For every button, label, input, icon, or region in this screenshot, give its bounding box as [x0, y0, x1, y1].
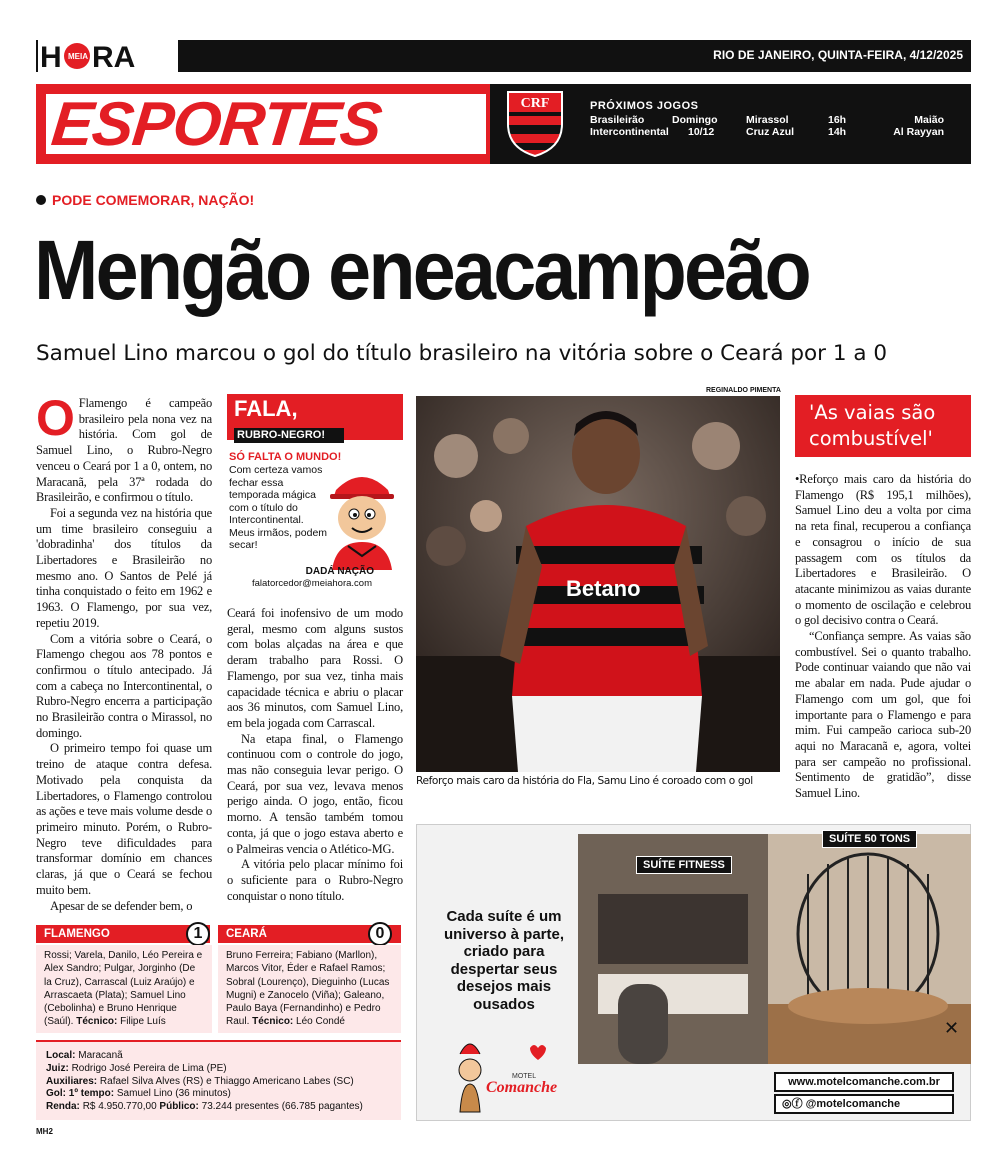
fala-quote: Com certeza vamos fechar essa temporada mágica com o título do Intercontinental. Meus irmãos, podem secar!	[229, 464, 328, 551]
close-icon[interactable]: ✕	[944, 1018, 960, 1039]
coach-label: Técnico:	[252, 1016, 294, 1028]
lineup-text: Rossi; Varela, Danilo, Léo Pereira e Alex Sandro; Pulgar, Jorginho (De la Cruz), Carrascal (Luiz Araújo) e Arrascaeta (Plata); Samuel Lino (Cebolinha) e Bruno Henrique (Saúl).	[44, 950, 203, 1028]
svg-text:H: H	[40, 41, 62, 71]
info-value: 73.244 presentes (66.785 pagantes)	[201, 1101, 363, 1113]
paragraph: Foi a segunda vez na história que um time brasileiro conseguiu a 'dobradinha' dos títulos da Libertadores e Brasileirão no mesmo ano. O Santos de Pelé já tinha conquistado o feito em 1962 e 1963. O Flamengo, por sua vez, repetiu 2019.	[36, 505, 212, 630]
fala-title: FALA,	[234, 396, 298, 421]
lineup-text: Bruno Ferreira; Fabiano (Marllon), Marcos Vitor, Éder e Rafael Ramos; Sobral (Lourenço), Dieguinho (Lucas Mugni) e Zanocelo (Viña); Galeano, Paulo Baya (Fernandinho) e Pedro Raul.	[226, 950, 390, 1028]
ad-tag-50-tons: SUÍTE 50 TONS	[822, 830, 917, 848]
game-competition: Intercontinental	[590, 126, 669, 138]
section-title: ESPORTES	[48, 90, 385, 159]
info-value: Rodrigo José Pereira de Lima (PE)	[71, 1062, 227, 1074]
info-label: Juiz:	[46, 1062, 69, 1074]
article-subhead: Samuel Lino marcou o gol do título brasileiro na vitória sobre o Ceará por 1 a 0	[36, 341, 888, 366]
home-team-header: FLAMENGO	[36, 925, 210, 943]
game-opponent: Mirassol	[746, 114, 789, 126]
paragraph: O primeiro tempo foi quase um treino de ataque contra defesa. Motivado pela conquista da Libertadores, o Flamengo controlou as ações e teve mais volume desde o primeiro minuto. Porém, o Rubro-Negro teve dificuldades para transformar domínio em chances claras, já que o Ceará se fechou muito bem.	[36, 741, 212, 897]
fala-email[interactable]: falatorcedor@meiahora.com	[251, 578, 372, 589]
brand-small: MOTEL	[512, 1073, 537, 1080]
svg-text:MEIA: MEIA	[68, 52, 88, 61]
article-kicker	[36, 192, 254, 208]
paragraph: “Confiança sempre. As vaias são combustível. Sei o quanto trabalho. Pode continuar vaiando que não vai me abalar em nada. Pude ajudar o Flamengo com um gol, que foi importante para o Flamengo e para mim. Fui campeão carioca sub-20 aqui no Maracanã e, agora, voltei para ser campeão no profissional. Sentimento de gratidão”, disse Samuel Lino.	[795, 629, 971, 801]
player-photo	[416, 396, 780, 772]
article-headline: Mengão eneacampeão	[34, 223, 809, 317]
match-info	[36, 1040, 401, 1120]
game-competition: Brasileirão	[590, 114, 645, 126]
game-date: Domingo	[672, 114, 718, 126]
game-opponent: Cruz Azul	[746, 126, 795, 138]
info-row	[46, 1101, 391, 1114]
info-label: Auxiliares:	[46, 1075, 98, 1087]
away-lineup	[218, 945, 401, 1033]
ad-url[interactable]: www.motelcomanche.com.br	[774, 1072, 954, 1092]
logo-mark	[40, 41, 176, 71]
paragraph: Flamengo é campeão brasileiro pela nona vez na história. Com gol de Samuel Lino, o Rubro-Negro venceu o Ceará por 1 a 0, ontem, no Maracanã, pela 37ª rodada do Brasileirão, e confirmou o título.	[36, 396, 212, 505]
info-label: Renda:	[46, 1101, 80, 1113]
game-time: 14h	[828, 126, 847, 138]
sidebar-column	[795, 472, 971, 802]
bullet-icon	[36, 195, 46, 205]
info-value: Maracanã	[78, 1050, 123, 1061]
info-label: Público:	[159, 1101, 199, 1113]
facebook-icon: ⓕ	[791, 1098, 803, 1110]
svg-text:Betano: Betano	[566, 576, 641, 601]
brand-name: Comanche	[486, 1079, 558, 1096]
paragraph: Com a vitória sobre o Ceará, o Flamengo chegou aos 78 pontos e confirmou o título antecipado. Já com a cabeça no Intercontinental, o Rubro-Negro encerra a participação no Brasileirão contra o Mirassol, no domingo.	[36, 631, 212, 740]
info-label: Local:	[46, 1050, 76, 1061]
ad-social[interactable]	[774, 1094, 954, 1114]
info-value: Samuel Lino (36 minutos)	[116, 1088, 231, 1100]
instagram-icon: ◎	[782, 1098, 792, 1110]
fala-author: DADÁ NAÇÃO	[305, 566, 374, 577]
flamengo-crest-icon	[506, 90, 564, 158]
paragraph: A vitória pelo placar mínimo foi o suficiente para o Rubro-Negro conquistar o nono título.	[227, 857, 403, 903]
fala-kicker: SÓ FALTA O MUNDO!	[229, 451, 342, 463]
article-column-2	[227, 606, 403, 904]
ad-tag-fitness: SUÍTE FITNESS	[636, 856, 732, 874]
social-handle: @motelcomanche	[805, 1098, 901, 1110]
photo-credit: REGINALDO PIMENTA	[706, 387, 781, 394]
paragraph: Na etapa final, o Flamengo continuou com o controle do jogo, mas não conseguia levar perigo. O Ceará, por sua vez, levava menos perigo ainda. O jogo, então, ficou morno. A tensão também tomou conta, já que o jogo estava aberto e o Palmeiras vencia o Atlético-MG.	[227, 731, 403, 856]
paragraph: •Reforço mais caro da história do Flamengo (R$ 195,1 milhões), Samuel Lino deu a volta por cima na reta final, recuperou a confiança e consagrou o início de sua passagem com os títulos da Libertadores e Brasileirão. O atacante minimizou as vaias durante o momento de oscilação e celebrou o gol decisivo contra o Ceará.	[795, 472, 971, 628]
paragraph: Ceará foi inofensivo de um modo geral, mesmo com alguns sustos com bolas alçadas na área e que deram trabalho para Rossi. O Flamengo, por sua vez, tinha mais capacidade técnica e abriu o placar aos 36 minutos, com Samuel Lino, em bela jogada com Carrascal.	[227, 606, 403, 730]
page-tag: MH2	[36, 1127, 53, 1136]
info-label: Gol: 1º tempo:	[46, 1088, 115, 1100]
kicker-text: PODE COMEMORAR, NAÇÃO!	[52, 192, 255, 208]
away-score: 0	[368, 922, 392, 946]
info-row	[46, 1063, 391, 1076]
paragraph: Apesar de se defender bem, o	[50, 898, 193, 913]
game-venue: Al Rayyan	[893, 126, 944, 138]
game-venue: Maião	[914, 114, 944, 126]
article-photo	[416, 396, 780, 772]
home-score: 1	[186, 922, 210, 946]
meia-hora-logo[interactable]	[38, 40, 178, 72]
ad-copy: Cada suíte é um universo à parte, criado para despertar seus desejos mais ousados	[443, 908, 565, 1013]
info-value: R$ 4.950.770,00	[82, 1101, 157, 1113]
home-lineup	[36, 945, 212, 1033]
next-games-title: PRÓXIMOS JOGOS	[590, 100, 699, 112]
fan-mascot-icon	[322, 460, 402, 570]
drop-cap: O	[36, 390, 75, 446]
svg-text:RA: RA	[92, 41, 136, 71]
article-column-1	[36, 390, 212, 914]
away-team-header: CEARÁ	[218, 925, 401, 943]
fala-subtitle: RUBRO-NEGRO!	[234, 428, 344, 443]
info-row	[46, 1050, 391, 1063]
info-value: Rafael Silva Alves (RS) e Thiaggo Americano Labes (SC)	[99, 1075, 354, 1087]
sidebar-quote-title: 'As vaias são combustível'	[795, 395, 971, 457]
motel-comanche-logo	[450, 1034, 560, 1114]
coach-name: Filipe Luís	[120, 1016, 166, 1028]
info-row	[46, 1076, 391, 1089]
photo-caption: Reforço mais caro da história do Fla, Samu Lino é coroado com o gol	[416, 775, 753, 787]
info-row	[46, 1088, 391, 1101]
dateline: RIO DE JANEIRO, QUINTA-FEIRA, 4/12/2025	[713, 48, 963, 62]
coach-name: Léo Condé	[296, 1016, 345, 1028]
svg-text:CRF: CRF	[520, 96, 550, 111]
game-time: 16h	[828, 114, 847, 126]
coach-label: Técnico:	[76, 1016, 118, 1028]
game-date: 10/12	[688, 126, 715, 138]
